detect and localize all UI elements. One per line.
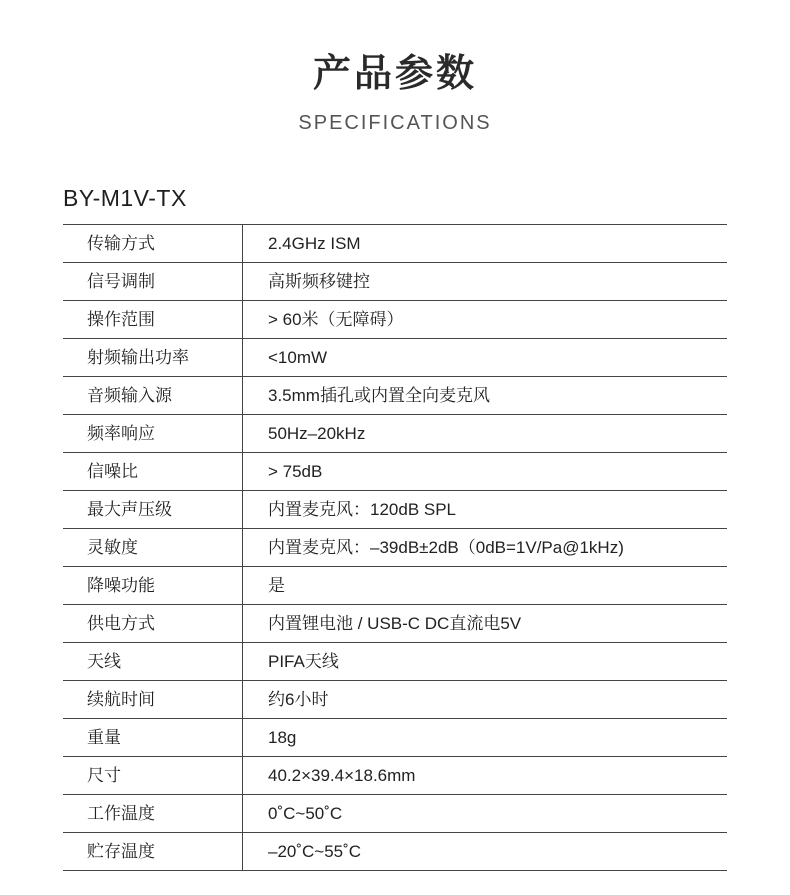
spec-row	[63, 643, 727, 681]
spec-value: > 75dB	[268, 462, 323, 481]
spec-key: 灵敏度	[63, 529, 243, 566]
spec-row	[63, 795, 727, 833]
spec-key: 工作温度	[63, 795, 243, 832]
spec-key: 音频输入源	[63, 377, 243, 414]
spec-row	[63, 681, 727, 719]
spec-value: 内置麦克风：–39dB±2dB（0dB=1V/Pa@1kHz)	[268, 538, 624, 557]
spec-row	[63, 339, 727, 377]
model-name: BY-M1V-TX	[63, 185, 187, 211]
spec-key: 频率响应	[63, 415, 243, 452]
page-title: 产品参数	[312, 53, 477, 95]
spec-key: 传输方式	[63, 225, 243, 262]
spec-row	[63, 263, 727, 301]
spec-row	[63, 757, 727, 795]
spec-value: 约6小时	[268, 690, 329, 709]
spec-key: 最大声压级	[63, 491, 243, 528]
spec-row	[63, 719, 727, 757]
spec-row	[63, 225, 727, 263]
spec-value: –20˚C~55˚C	[268, 842, 362, 861]
spec-value: 是	[268, 576, 285, 595]
spec-key: 信噪比	[63, 453, 243, 490]
spec-value: PIFA天线	[268, 652, 339, 671]
spec-table	[63, 224, 727, 871]
spec-key: 重量	[63, 719, 243, 756]
spec-key: 天线	[63, 643, 243, 680]
spec-key: 供电方式	[63, 605, 243, 642]
spec-key: 操作范围	[63, 301, 243, 338]
page-subtitle: SPECIFICATIONS	[298, 112, 492, 134]
spec-value: 内置锂电池 / USB-C DC直流电5V	[268, 614, 522, 633]
spec-value: 18g	[268, 728, 297, 747]
spec-row	[63, 529, 727, 567]
spec-key: 降噪功能	[63, 567, 243, 604]
spec-key: 续航时间	[63, 681, 243, 718]
spec-value: 高斯频移键控	[268, 272, 370, 291]
spec-row	[63, 491, 727, 529]
spec-value: > 60米（无障碍）	[268, 310, 404, 329]
spec-key: 射频输出功率	[63, 339, 243, 376]
spec-row	[63, 415, 727, 453]
spec-value: 3.5mm插孔或内置全向麦克风	[268, 386, 490, 405]
spec-key: 信号调制	[63, 263, 243, 300]
spec-key: 贮存温度	[63, 833, 243, 870]
spec-row	[63, 833, 727, 871]
spec-row	[63, 605, 727, 643]
spec-value: 50Hz–20kHz	[268, 424, 366, 443]
spec-key: 尺寸	[63, 757, 243, 794]
spec-row	[63, 301, 727, 339]
spec-value: 40.2×39.4×18.6mm	[268, 766, 416, 785]
spec-value: 内置麦克风：120dB SPL	[268, 500, 457, 519]
spec-row	[63, 567, 727, 605]
spec-value: <10mW	[268, 348, 328, 367]
spec-value: 2.4GHz ISM	[268, 234, 361, 253]
spec-row	[63, 377, 727, 415]
spec-row	[63, 453, 727, 491]
spec-value: 0˚C~50˚C	[268, 804, 343, 823]
